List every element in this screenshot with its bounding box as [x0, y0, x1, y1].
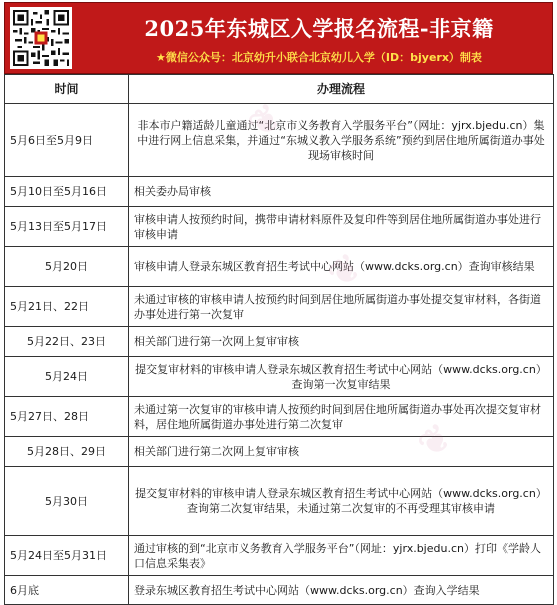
- row-desc: 提交复审材料的审核申请人登录东城区教育招生考试中心网站（www.dcks.org.cn）查询第二次复审结果，未通过第二次复审的不再受理其审核申请: [129, 467, 554, 536]
- row-time: 5月20日: [5, 247, 129, 287]
- watermark-mark: ❦: [410, 415, 460, 467]
- row-time: 5月24日至5月31日: [5, 536, 129, 576]
- row-desc: 未通过审核的审核申请人按预约时间到居住地所属街道办事处提交复审材料，各街道办事处进行第一次复审: [129, 287, 554, 327]
- table-row: [5, 104, 554, 177]
- row-desc: 登录东城区教育招生考试中心网站（www.dcks.org.cn）查询入学结果: [129, 576, 554, 605]
- row-desc: 提交复审材料的审核申请人登录东城区教育招生考试中心网站（www.dcks.org.cn）查询第一次复审结果: [129, 357, 554, 397]
- row-desc: 通过审核的到“北京市义务教育入学服务平台”（网址：yjrx.bjedu.cn）打印《学龄人口信息采集表》: [129, 536, 554, 576]
- table-row: [5, 287, 554, 327]
- table-row: [5, 207, 554, 247]
- row-desc: 相关委办局审核: [129, 177, 554, 207]
- row-time: 5月13日至5月17日: [5, 207, 129, 247]
- watermark-mark: ❦: [240, 95, 290, 147]
- table-row: [5, 327, 554, 357]
- row-desc: 相关部门进行第一次网上复审审核: [129, 327, 554, 357]
- row-time: 6月底: [5, 576, 129, 605]
- table-header-row: [5, 75, 554, 104]
- page-subtitle: ★微信公众号：北京幼升小联合北京幼儿入学（ID：bjyerx）制表: [156, 51, 482, 64]
- row-time: 5月10日至5月16日: [5, 177, 129, 207]
- row-desc: 审核申请人登录东城区教育招生考试中心网站（www.dcks.org.cn）查询审核结果: [129, 247, 554, 287]
- table-row: [5, 177, 554, 207]
- table-row: [5, 437, 554, 467]
- procedure-table: [4, 74, 554, 605]
- row-time: 5月30日: [5, 467, 129, 536]
- table-row: [5, 536, 554, 576]
- table-row: [5, 247, 554, 287]
- row-desc: 未通过第一次复审的审核申请人按预约时间到居住地所属街道办事处再次提交复审材料，居住地所属街道办事处进行第二次复审: [129, 397, 554, 437]
- table-row: [5, 467, 554, 536]
- row-time: 5月28日、29日: [5, 437, 129, 467]
- row-time: 5月24日: [5, 357, 129, 397]
- row-desc: 非本市户籍适龄儿童通过“北京市义务教育入学服务平台”（网址：yjrx.bjedu.cn）集中进行网上信息采集，并通过“东城义教入学服务系统”预约到居住地所属街道办事处现场审核时间: [129, 104, 554, 177]
- document-sheet: [4, 2, 553, 605]
- qr-code-icon: [10, 7, 72, 69]
- title-banner: [4, 2, 553, 74]
- column-header-time: 时间: [5, 75, 129, 104]
- row-time: 5月6日至5月9日: [5, 104, 129, 177]
- table-row: [5, 397, 554, 437]
- row-time: 5月22日、23日: [5, 327, 129, 357]
- page-title: 2025年东城区入学报名流程-非京籍: [144, 16, 494, 41]
- row-time: 5月27日、28日: [5, 397, 129, 437]
- row-time: 5月21日、22日: [5, 287, 129, 327]
- watermark-mark: ❦: [320, 245, 370, 297]
- row-desc: 相关部门进行第二次网上复审审核: [129, 437, 554, 467]
- row-desc: 审核申请人按预约时间，携带申请材料原件及复印件等到居住地所属街道办事处进行审核申请: [129, 207, 554, 247]
- table-row: [5, 357, 554, 397]
- column-header-process: 办理流程: [129, 75, 554, 104]
